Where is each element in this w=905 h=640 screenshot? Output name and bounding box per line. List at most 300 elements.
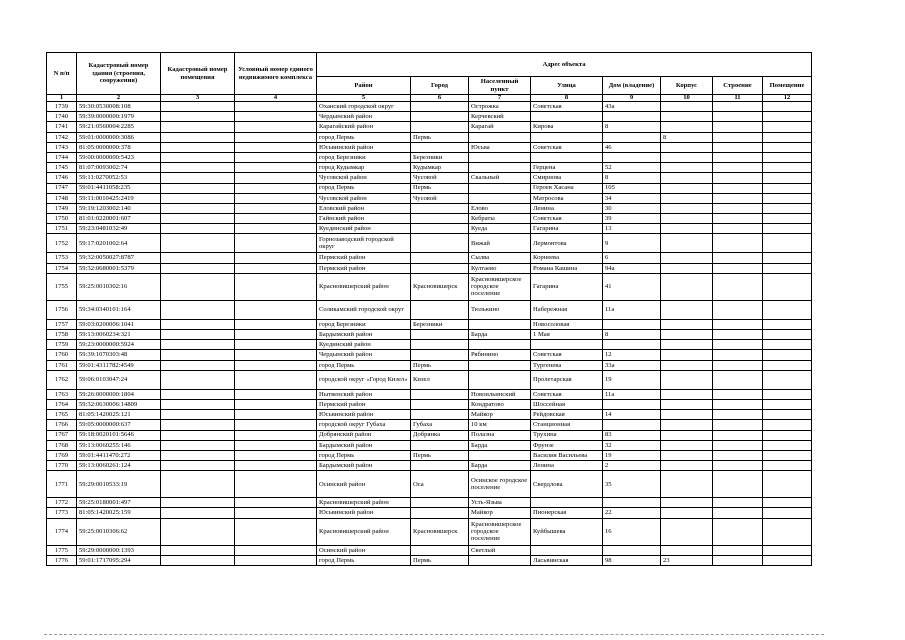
table-row bbox=[47, 263, 812, 273]
cell-room bbox=[763, 430, 812, 440]
cell-locality bbox=[469, 555, 531, 565]
cell-room bbox=[763, 319, 812, 329]
cell-row-number: 1749 bbox=[47, 203, 77, 213]
cell-house: 33а bbox=[603, 360, 661, 370]
table-row bbox=[47, 319, 812, 329]
cell-korpus bbox=[661, 330, 713, 340]
cell-city bbox=[411, 508, 469, 518]
cell-cadastral-room bbox=[161, 498, 235, 508]
header-house: Дом (владение) bbox=[603, 77, 661, 95]
cell-locality: Новоильинский bbox=[469, 389, 531, 399]
table-row bbox=[47, 183, 812, 193]
cell-locality: Осинское городское поселение bbox=[469, 471, 531, 498]
cell-conditional-number bbox=[235, 132, 317, 142]
cell-district: Бардымский район bbox=[317, 440, 411, 450]
cell-conditional-number bbox=[235, 545, 317, 555]
cell-conditional-number bbox=[235, 410, 317, 420]
cell-locality: Сылва bbox=[469, 253, 531, 263]
cell-cadastral-room bbox=[161, 518, 235, 545]
cell-korpus bbox=[661, 173, 713, 183]
cell-row-number: 1740 bbox=[47, 112, 77, 122]
cell-cadastral-room bbox=[161, 420, 235, 430]
cell-cadastral-room bbox=[161, 399, 235, 409]
cell-building bbox=[713, 410, 763, 420]
cell-conditional-number bbox=[235, 330, 317, 340]
cell-city bbox=[411, 122, 469, 132]
cell-room bbox=[763, 545, 812, 555]
header-city: Город bbox=[411, 77, 469, 95]
cell-building bbox=[713, 142, 763, 152]
cell-cadastral-building: 59:34:0340101:164 bbox=[77, 300, 161, 319]
cell-conditional-number bbox=[235, 430, 317, 440]
cell-cadastral-room bbox=[161, 253, 235, 263]
cell-cadastral-room bbox=[161, 163, 235, 173]
cell-cadastral-building: 59:39:0000000:1979 bbox=[77, 112, 161, 122]
cell-city bbox=[411, 112, 469, 122]
cell-city bbox=[411, 224, 469, 234]
cell-house: 6 bbox=[603, 253, 661, 263]
cell-city bbox=[411, 389, 469, 399]
cell-street: Героев Хасана bbox=[531, 183, 603, 193]
cell-cadastral-building: 59:01:4311782:4549 bbox=[77, 360, 161, 370]
cell-korpus bbox=[661, 142, 713, 152]
cell-korpus bbox=[661, 350, 713, 360]
cell-district: Пермский район bbox=[317, 253, 411, 263]
cell-building bbox=[713, 173, 763, 183]
cell-building bbox=[713, 518, 763, 545]
cell-conditional-number bbox=[235, 471, 317, 498]
cell-house: 30 bbox=[603, 203, 661, 213]
cell-city bbox=[411, 410, 469, 420]
table-row bbox=[47, 340, 812, 350]
table-row bbox=[47, 173, 812, 183]
cell-cadastral-building: 59:01:0000000:3086 bbox=[77, 132, 161, 142]
cell-korpus: 23 bbox=[661, 555, 713, 565]
cell-building bbox=[713, 234, 763, 253]
cell-cadastral-building: 81:05:0000000:378 bbox=[77, 142, 161, 152]
cell-building bbox=[713, 102, 763, 112]
cell-conditional-number bbox=[235, 142, 317, 152]
cell-row-number: 1741 bbox=[47, 122, 77, 132]
cell-street bbox=[531, 545, 603, 555]
cell-district: Красновишерский район bbox=[317, 273, 411, 300]
cell-cadastral-building: 59:01:4411058:235 bbox=[77, 183, 161, 193]
cell-room bbox=[763, 518, 812, 545]
cell-korpus bbox=[661, 102, 713, 112]
column-number: 10 bbox=[661, 95, 713, 102]
cell-building bbox=[713, 330, 763, 340]
cell-cadastral-room bbox=[161, 508, 235, 518]
cell-street: Корнеева bbox=[531, 253, 603, 263]
cell-street bbox=[531, 132, 603, 142]
page-bottom-rule bbox=[44, 634, 824, 636]
cell-korpus bbox=[661, 203, 713, 213]
cell-korpus bbox=[661, 152, 713, 162]
cell-cadastral-building: 59:17:0201002:64 bbox=[77, 234, 161, 253]
cell-street: Куйбышева bbox=[531, 518, 603, 545]
table-row bbox=[47, 399, 812, 409]
cell-korpus bbox=[661, 360, 713, 370]
cell-row-number: 1766 bbox=[47, 420, 77, 430]
cell-house: 9 bbox=[603, 234, 661, 253]
cell-building bbox=[713, 214, 763, 224]
cell-locality: Барда bbox=[469, 330, 531, 340]
cell-locality: Рябинино bbox=[469, 350, 531, 360]
table-row bbox=[47, 555, 812, 565]
cell-street: Тургенева bbox=[531, 360, 603, 370]
header-cond-num: Условный номер единого недвижимого комплекса bbox=[235, 53, 317, 95]
column-number: 4 bbox=[235, 95, 317, 102]
cell-room bbox=[763, 152, 812, 162]
cell-cadastral-room bbox=[161, 471, 235, 498]
cell-building bbox=[713, 389, 763, 399]
cell-conditional-number bbox=[235, 102, 317, 112]
cell-district: Красновишерский район bbox=[317, 498, 411, 508]
cell-house: 46 bbox=[603, 142, 661, 152]
cell-locality: Куеда bbox=[469, 224, 531, 234]
cell-room bbox=[763, 122, 812, 132]
cell-cadastral-building: 59:23:0000000:5924 bbox=[77, 340, 161, 350]
cell-row-number: 1755 bbox=[47, 273, 77, 300]
cell-cadastral-building: 59:11:0270052:53 bbox=[77, 173, 161, 183]
cell-district: городской округ «Город Кизел» bbox=[317, 370, 411, 389]
cell-korpus bbox=[661, 319, 713, 329]
cell-street: Шоссейная bbox=[531, 399, 603, 409]
cell-korpus bbox=[661, 193, 713, 203]
cell-conditional-number bbox=[235, 193, 317, 203]
cell-korpus bbox=[661, 214, 713, 224]
cell-room bbox=[763, 440, 812, 450]
cell-cadastral-room bbox=[161, 214, 235, 224]
table-row bbox=[47, 471, 812, 498]
cell-row-number: 1753 bbox=[47, 253, 77, 263]
cell-street bbox=[531, 340, 603, 350]
cell-room bbox=[763, 471, 812, 498]
cell-cadastral-building: 59:05:0000000:637 bbox=[77, 420, 161, 430]
cell-locality: Полазна bbox=[469, 430, 531, 440]
cell-cadastral-room bbox=[161, 340, 235, 350]
cell-locality bbox=[469, 370, 531, 389]
cell-street: Советская bbox=[531, 142, 603, 152]
table-row bbox=[47, 273, 812, 300]
cell-locality bbox=[469, 183, 531, 193]
cell-house: 19 bbox=[603, 370, 661, 389]
cell-district: Добрянский район bbox=[317, 430, 411, 440]
cell-city: Губаха bbox=[411, 420, 469, 430]
cell-city bbox=[411, 545, 469, 555]
cell-cadastral-room bbox=[161, 360, 235, 370]
cell-room bbox=[763, 420, 812, 430]
cell-city: Красновишерск bbox=[411, 518, 469, 545]
cell-row-number: 1745 bbox=[47, 163, 77, 173]
cell-house: 19 bbox=[603, 450, 661, 460]
cell-street: Свердлова bbox=[531, 471, 603, 498]
cell-street: Советская bbox=[531, 214, 603, 224]
cell-locality bbox=[469, 193, 531, 203]
table-row bbox=[47, 214, 812, 224]
cell-locality bbox=[469, 132, 531, 142]
cell-building bbox=[713, 498, 763, 508]
cell-cadastral-building: 59:30:0530008:108 bbox=[77, 102, 161, 112]
cell-house: 11а bbox=[603, 389, 661, 399]
cell-house bbox=[603, 112, 661, 122]
header-building: Строение bbox=[713, 77, 763, 95]
cell-street bbox=[531, 498, 603, 508]
cell-locality: Вижай bbox=[469, 234, 531, 253]
cell-korpus bbox=[661, 112, 713, 122]
cell-street: Матросова bbox=[531, 193, 603, 203]
cell-city: Пермь bbox=[411, 555, 469, 565]
cell-cadastral-room bbox=[161, 389, 235, 399]
cell-row-number: 1739 bbox=[47, 102, 77, 112]
cell-street: Станционная bbox=[531, 420, 603, 430]
cell-cadastral-building: 59:18:0020101:5646 bbox=[77, 430, 161, 440]
cell-row-number: 1752 bbox=[47, 234, 77, 253]
cell-korpus bbox=[661, 224, 713, 234]
cell-row-number: 1760 bbox=[47, 350, 77, 360]
cell-house: 94а bbox=[603, 263, 661, 273]
cell-street: Пролетарская bbox=[531, 370, 603, 389]
cell-house: 35 bbox=[603, 471, 661, 498]
cell-district: Юсьвинский район bbox=[317, 508, 411, 518]
cell-house: 52 bbox=[603, 163, 661, 173]
cell-city: Кудымкар bbox=[411, 163, 469, 173]
cell-korpus bbox=[661, 545, 713, 555]
cell-conditional-number bbox=[235, 122, 317, 132]
cell-district: Горнозаводский городской округ bbox=[317, 234, 411, 253]
cell-house: 12 bbox=[603, 350, 661, 360]
address-registry-table bbox=[46, 52, 812, 566]
cell-cadastral-room bbox=[161, 224, 235, 234]
table-row bbox=[47, 224, 812, 234]
table-row bbox=[47, 122, 812, 132]
column-number: 1 bbox=[47, 95, 77, 102]
cell-conditional-number bbox=[235, 420, 317, 430]
cell-korpus bbox=[661, 450, 713, 460]
cell-district: Чусовской район bbox=[317, 193, 411, 203]
table-row bbox=[47, 508, 812, 518]
cell-locality bbox=[469, 163, 531, 173]
cell-district: Красновишерский район bbox=[317, 518, 411, 545]
column-number: 7 bbox=[469, 95, 531, 102]
cell-korpus bbox=[661, 518, 713, 545]
cell-district: Пермский район bbox=[317, 399, 411, 409]
header-street: Улица bbox=[531, 77, 603, 95]
cell-street: Герцена bbox=[531, 163, 603, 173]
cell-locality: Майкор bbox=[469, 508, 531, 518]
cell-locality: Усть-Язьва bbox=[469, 498, 531, 508]
cell-room bbox=[763, 112, 812, 122]
header-locality: Населенный пункт bbox=[469, 77, 531, 95]
cell-district: Пермский район bbox=[317, 263, 411, 273]
cell-row-number: 1764 bbox=[47, 399, 77, 409]
cell-street: Ленина bbox=[531, 461, 603, 471]
cell-district: Куединский район bbox=[317, 340, 411, 350]
cell-locality: Красновишерское городское поселение bbox=[469, 273, 531, 300]
cell-room bbox=[763, 461, 812, 471]
cell-building bbox=[713, 273, 763, 300]
cell-conditional-number bbox=[235, 555, 317, 565]
cell-cadastral-building: 59:29:0010533:19 bbox=[77, 471, 161, 498]
cell-building bbox=[713, 253, 763, 263]
cell-korpus bbox=[661, 263, 713, 273]
cell-street: Василия Васильева bbox=[531, 450, 603, 460]
cell-district: Чердынский район bbox=[317, 350, 411, 360]
cell-city bbox=[411, 340, 469, 350]
cell-locality: Красновишерское городское поселение bbox=[469, 518, 531, 545]
cell-city: Пермь bbox=[411, 183, 469, 193]
cell-house bbox=[603, 498, 661, 508]
table-row bbox=[47, 102, 812, 112]
cell-district: Осинский район bbox=[317, 545, 411, 555]
cell-room bbox=[763, 214, 812, 224]
cell-house: 16 bbox=[603, 518, 661, 545]
cell-cadastral-room bbox=[161, 102, 235, 112]
cell-city bbox=[411, 253, 469, 263]
cell-building bbox=[713, 450, 763, 460]
cell-row-number: 1773 bbox=[47, 508, 77, 518]
cell-house: 41 bbox=[603, 273, 661, 300]
cell-house: 8 bbox=[603, 173, 661, 183]
header-num: N п/п bbox=[47, 53, 77, 95]
cell-korpus bbox=[661, 508, 713, 518]
cell-city: Красновишерск bbox=[411, 273, 469, 300]
cell-city bbox=[411, 263, 469, 273]
cell-cadastral-building: 59:32:0680001:5379 bbox=[77, 263, 161, 273]
cell-cadastral-building: 59:23:0481032:49 bbox=[77, 224, 161, 234]
cell-street: Ленина bbox=[531, 203, 603, 213]
cell-cadastral-room bbox=[161, 330, 235, 340]
cell-house: 22 bbox=[603, 508, 661, 518]
cell-city: Березники bbox=[411, 319, 469, 329]
cell-district: Карагайский район bbox=[317, 122, 411, 132]
cell-house: 43а bbox=[603, 102, 661, 112]
cell-korpus bbox=[661, 461, 713, 471]
cell-district: город Березники bbox=[317, 152, 411, 162]
cell-building bbox=[713, 420, 763, 430]
column-number: 8 bbox=[531, 95, 603, 102]
cell-room bbox=[763, 142, 812, 152]
cell-row-number: 1743 bbox=[47, 142, 77, 152]
cell-building bbox=[713, 461, 763, 471]
cell-row-number: 1765 bbox=[47, 410, 77, 420]
cell-row-number: 1744 bbox=[47, 152, 77, 162]
table-row bbox=[47, 545, 812, 555]
cell-cadastral-room bbox=[161, 142, 235, 152]
table-row bbox=[47, 461, 812, 471]
cell-street: Гагарина bbox=[531, 273, 603, 300]
table-row bbox=[47, 112, 812, 122]
table-row bbox=[47, 253, 812, 263]
cell-district: город Пермь bbox=[317, 360, 411, 370]
cell-building bbox=[713, 132, 763, 142]
cell-locality: 10 км bbox=[469, 420, 531, 430]
cell-street bbox=[531, 152, 603, 162]
cell-cadastral-building: 59:32:0050027:8787 bbox=[77, 253, 161, 263]
cell-street: Пионерская bbox=[531, 508, 603, 518]
cell-cadastral-building: 59:01:4411470:272 bbox=[77, 450, 161, 460]
cell-city: Пермь bbox=[411, 450, 469, 460]
cell-cadastral-room bbox=[161, 234, 235, 253]
cell-korpus bbox=[661, 370, 713, 389]
cell-conditional-number bbox=[235, 300, 317, 319]
column-number: 12 bbox=[763, 95, 812, 102]
cell-building bbox=[713, 263, 763, 273]
cell-conditional-number bbox=[235, 340, 317, 350]
cell-room bbox=[763, 163, 812, 173]
cell-korpus bbox=[661, 440, 713, 450]
cell-conditional-number bbox=[235, 234, 317, 253]
cell-street: Кирова bbox=[531, 122, 603, 132]
cell-locality: Керчевский bbox=[469, 112, 531, 122]
cell-cadastral-room bbox=[161, 461, 235, 471]
cell-city: Пермь bbox=[411, 360, 469, 370]
cell-city bbox=[411, 142, 469, 152]
cell-street: Трухина bbox=[531, 430, 603, 440]
table-row bbox=[47, 450, 812, 460]
table-row bbox=[47, 142, 812, 152]
cell-row-number: 1772 bbox=[47, 498, 77, 508]
cell-building bbox=[713, 300, 763, 319]
cell-cadastral-room bbox=[161, 173, 235, 183]
cell-cadastral-building: 59:06:0103047:24 bbox=[77, 370, 161, 389]
cell-row-number: 1769 bbox=[47, 450, 77, 460]
table-row bbox=[47, 163, 812, 173]
cell-house bbox=[603, 152, 661, 162]
cell-district: Чусовской район bbox=[317, 173, 411, 183]
cell-building bbox=[713, 399, 763, 409]
cell-conditional-number bbox=[235, 399, 317, 409]
column-number: 5 bbox=[317, 95, 411, 102]
cell-conditional-number bbox=[235, 163, 317, 173]
cell-building bbox=[713, 360, 763, 370]
table-row bbox=[47, 193, 812, 203]
cell-cadastral-room bbox=[161, 193, 235, 203]
cell-locality: Барда bbox=[469, 440, 531, 450]
cell-row-number: 1776 bbox=[47, 555, 77, 565]
table-row bbox=[47, 360, 812, 370]
cell-row-number: 1761 bbox=[47, 360, 77, 370]
cell-district: город Кудымкар bbox=[317, 163, 411, 173]
cell-cadastral-room bbox=[161, 410, 235, 420]
cell-house bbox=[603, 132, 661, 142]
cell-conditional-number bbox=[235, 203, 317, 213]
cell-house bbox=[603, 420, 661, 430]
cell-cadastral-room bbox=[161, 273, 235, 300]
cell-cadastral-building: 81:05:1420025:121 bbox=[77, 410, 161, 420]
cell-house: 105 bbox=[603, 183, 661, 193]
cell-cadastral-building: 59:13:0060234:321 bbox=[77, 330, 161, 340]
cell-cadastral-building: 59:00:0000000:5423 bbox=[77, 152, 161, 162]
cell-korpus: 8 bbox=[661, 132, 713, 142]
cell-building bbox=[713, 183, 763, 193]
cell-house: 8 bbox=[603, 122, 661, 132]
table-body bbox=[47, 102, 812, 566]
cell-cadastral-building: 59:39:1070303:48 bbox=[77, 350, 161, 360]
cell-district: Чердынский район bbox=[317, 112, 411, 122]
cell-locality bbox=[469, 152, 531, 162]
cell-room bbox=[763, 263, 812, 273]
cell-street: Советская bbox=[531, 350, 603, 360]
cell-conditional-number bbox=[235, 214, 317, 224]
cell-cadastral-room bbox=[161, 350, 235, 360]
cell-city: Чусовой bbox=[411, 173, 469, 183]
cell-building bbox=[713, 112, 763, 122]
cell-locality: Скальный bbox=[469, 173, 531, 183]
cell-city bbox=[411, 461, 469, 471]
table-row bbox=[47, 300, 812, 319]
cell-locality bbox=[469, 340, 531, 350]
